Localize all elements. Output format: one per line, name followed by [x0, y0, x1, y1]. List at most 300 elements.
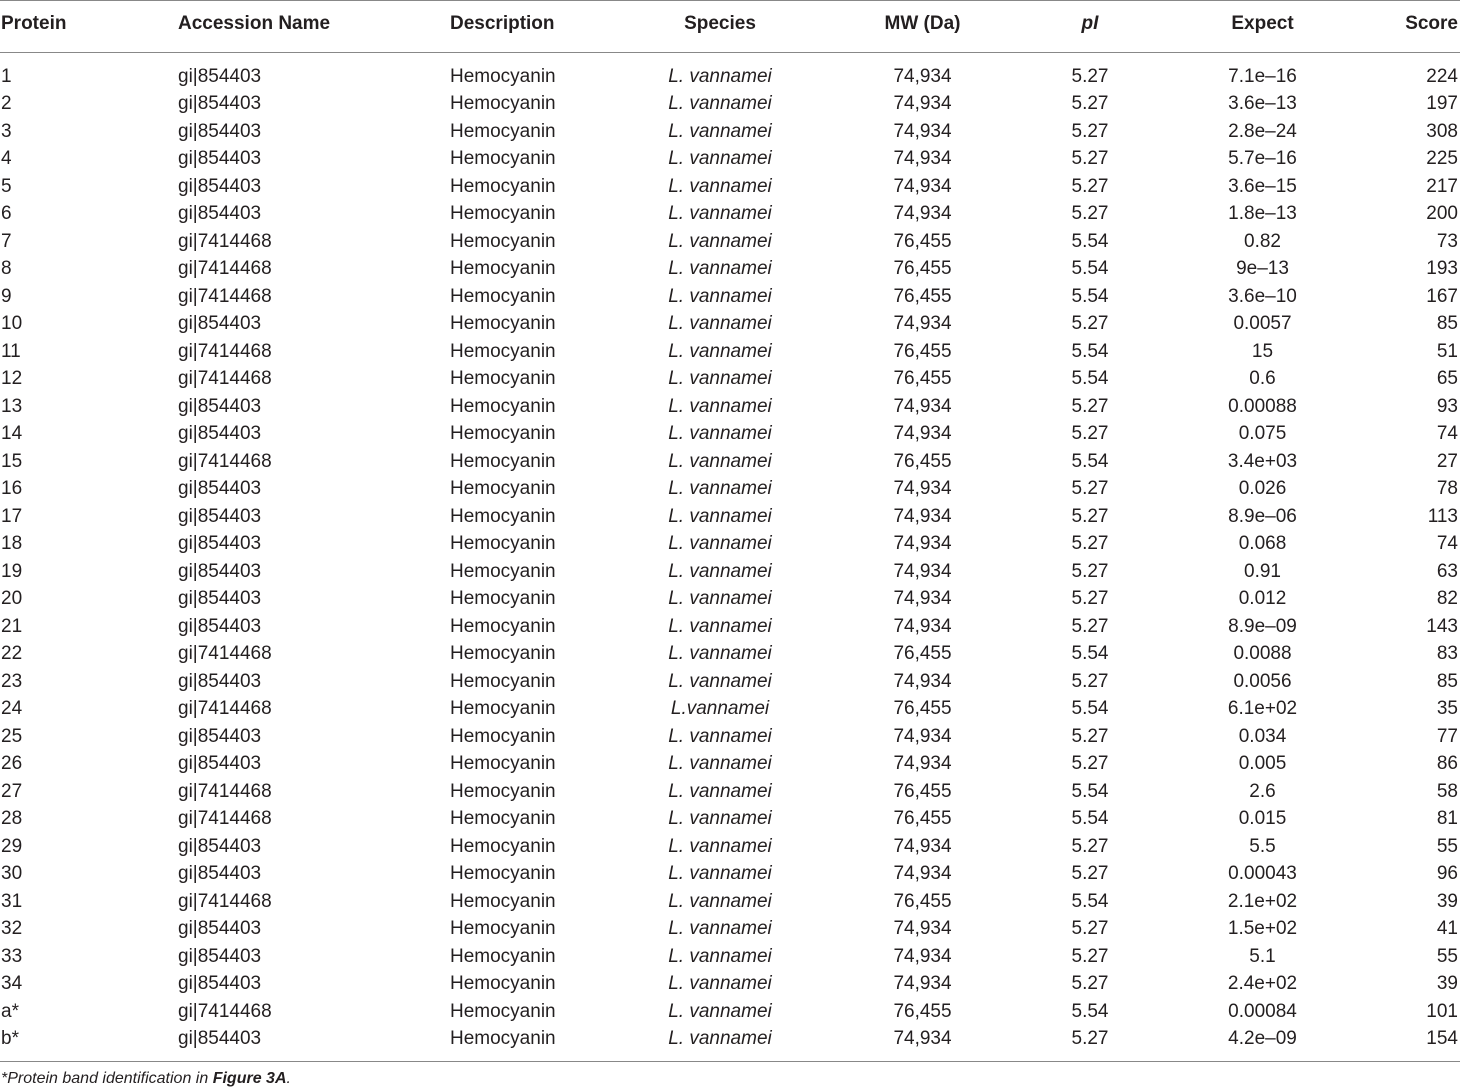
cell-protein: 17	[1, 505, 23, 527]
cell-expect: 2.8e–24	[1228, 120, 1297, 142]
cell-protein: 22	[1, 643, 23, 665]
cell-score: 41	[1436, 918, 1458, 940]
cell-species: L. vannamei	[668, 918, 772, 940]
cell-species: L. vannamei	[668, 835, 772, 857]
cell-pi: 5.54	[1071, 1000, 1109, 1022]
cell-mw: 74,934	[893, 505, 952, 527]
cell-species: L. vannamei	[668, 863, 772, 885]
cell-expect: 0.00088	[1228, 395, 1297, 417]
cell-pi: 5.54	[1071, 780, 1109, 802]
cell-score: 81	[1436, 808, 1458, 830]
cell-accession-name: gi|854403	[178, 203, 262, 225]
cell-accession-name: gi|7414468	[178, 230, 272, 252]
cell-protein: 34	[1, 973, 23, 995]
table-row	[0, 530, 1460, 558]
table-row	[0, 255, 1460, 283]
cell-expect: 3.6e–15	[1228, 175, 1297, 197]
cell-score: 83	[1436, 643, 1458, 665]
cell-mw: 76,455	[893, 1000, 952, 1022]
footnote-text: *Protein band identification in	[1, 1070, 213, 1087]
cell-protein: 29	[1, 835, 23, 857]
cell-mw: 74,934	[893, 395, 952, 417]
cell-score: 55	[1436, 835, 1458, 857]
cell-species: L. vannamei	[668, 588, 772, 610]
cell-accession-name: gi|854403	[178, 863, 262, 885]
cell-description: Hemocyanin	[450, 285, 556, 307]
cell-protein: 16	[1, 478, 23, 500]
cell-mw: 74,934	[893, 203, 952, 225]
cell-score: 86	[1436, 753, 1458, 775]
cell-description: Hemocyanin	[450, 808, 556, 830]
cell-mw: 76,455	[893, 808, 952, 830]
cell-description: Hemocyanin	[450, 533, 556, 555]
cell-pi: 5.27	[1071, 918, 1109, 940]
table-row	[0, 173, 1460, 201]
table-footnote	[1, 1070, 291, 1088]
cell-score: 217	[1426, 175, 1458, 197]
cell-pi: 5.27	[1071, 505, 1109, 527]
cell-mw: 76,455	[893, 258, 952, 280]
header-protein: Protein	[0, 1, 178, 53]
cell-accession-name: gi|854403	[178, 478, 262, 500]
cell-expect: 15	[1251, 340, 1274, 362]
cell-mw: 74,934	[893, 863, 952, 885]
cell-pi: 5.54	[1071, 368, 1109, 390]
cell-score: 154	[1370, 1025, 1460, 1062]
cell-protein: 21	[1, 615, 23, 637]
table-row	[0, 723, 1460, 751]
cell-expect: 3.6e–13	[1228, 93, 1297, 115]
cell-mw: 74,934	[820, 1025, 1025, 1062]
cell-description: Hemocyanin	[450, 93, 556, 115]
cell-description: Hemocyanin	[450, 120, 556, 142]
cell-description: Hemocyanin	[450, 148, 556, 170]
cell-score: 27	[1436, 450, 1458, 472]
cell-accession-name: gi|7414468	[178, 890, 272, 912]
cell-expect: 2.1e+02	[1227, 890, 1298, 912]
cell-score: 200	[1426, 203, 1458, 225]
cell-species: L. vannamei	[668, 780, 772, 802]
cell-expect: 0.026	[1238, 478, 1287, 500]
cell-mw: 74,934	[893, 478, 952, 500]
cell-accession-name: gi|7414468	[178, 340, 272, 362]
cell-protein: 24	[1, 698, 23, 720]
table-row	[0, 943, 1460, 971]
cell-species: L. vannamei	[668, 230, 772, 252]
cell-protein: 6	[1, 203, 12, 225]
cell-accession-name: gi|854403	[178, 313, 262, 335]
table-row	[0, 145, 1460, 173]
cell-description: Hemocyanin	[450, 670, 556, 692]
cell-protein: 32	[1, 918, 23, 940]
cell-mw: 74,934	[893, 725, 952, 747]
cell-species: L. vannamei	[668, 973, 772, 995]
cell-protein: 13	[1, 395, 23, 417]
cell-mw: 74,934	[893, 120, 952, 142]
cell-mw: 74,934	[893, 148, 952, 170]
cell-protein: 26	[1, 753, 23, 775]
cell-species: L. vannamei	[668, 753, 772, 775]
cell-expect: 0.00084	[1228, 1000, 1297, 1022]
cell-accession-name: gi|7414468	[178, 258, 272, 280]
cell-pi: 5.27	[1071, 120, 1109, 142]
table-row	[0, 393, 1460, 421]
cell-score: 143	[1426, 615, 1458, 637]
cell-score: 63	[1436, 560, 1458, 582]
cell-protein: 8	[1, 258, 12, 280]
cell-mw: 74,934	[893, 670, 952, 692]
cell-species: L. vannamei	[668, 93, 772, 115]
table-row	[0, 585, 1460, 613]
table-row	[0, 310, 1460, 338]
cell-species: L. vannamei	[668, 643, 772, 665]
cell-score: 197	[1426, 93, 1458, 115]
cell-accession-name: gi|854403	[178, 973, 262, 995]
cell-expect: 8.9e–09	[1228, 615, 1297, 637]
cell-accession-name: gi|7414468	[178, 450, 272, 472]
cell-species: L. vannamei	[668, 313, 772, 335]
cell-description: Hemocyanin	[450, 945, 556, 967]
cell-pi: 5.27	[1071, 175, 1109, 197]
table-row	[0, 283, 1460, 311]
cell-protein: 9	[1, 285, 12, 307]
cell-expect: 3.6e–10	[1228, 285, 1297, 307]
cell-species: L. vannamei	[668, 258, 772, 280]
table-header-row	[0, 1, 1460, 53]
cell-score: 85	[1436, 670, 1458, 692]
cell-mw: 76,455	[893, 340, 952, 362]
cell-species: L.vannamei	[670, 698, 770, 720]
cell-description: Hemocyanin	[450, 890, 556, 912]
cell-description: Hemocyanin	[450, 175, 556, 197]
cell-protein: 1	[1, 66, 12, 87]
cell-accession-name: gi|854403	[178, 175, 262, 197]
table-row	[0, 338, 1460, 366]
cell-accession-name: gi|854403	[178, 725, 262, 747]
cell-description: Hemocyanin	[450, 395, 556, 417]
cell-score: 193	[1426, 258, 1458, 280]
cell-protein: 28	[1, 808, 23, 830]
table-row	[0, 228, 1460, 256]
cell-description: Hemocyanin	[450, 725, 556, 747]
cell-description: Hemocyanin	[450, 230, 556, 252]
cell-expect: 8.9e–06	[1228, 505, 1297, 527]
table-row	[0, 888, 1460, 916]
cell-pi: 5.54	[1071, 340, 1109, 362]
cell-protein: 5	[1, 175, 12, 197]
cell-mw: 74,934	[893, 313, 952, 335]
cell-accession-name: gi|7414468	[178, 368, 272, 390]
cell-species: L. vannamei	[668, 945, 772, 967]
cell-protein: 33	[1, 945, 23, 967]
cell-accession-name: gi|854403	[178, 588, 262, 610]
cell-score: 85	[1436, 313, 1458, 335]
table-row	[0, 998, 1460, 1026]
cell-expect: 0.82	[1244, 230, 1281, 252]
footnote-end: .	[286, 1070, 291, 1087]
cell-pi: 5.54	[1071, 698, 1109, 720]
cell-score: 74	[1436, 423, 1458, 445]
cell-pi: 5.27	[1071, 423, 1109, 445]
cell-species: L. vannamei	[668, 148, 772, 170]
cell-protein: 18	[1, 533, 23, 555]
cell-mw: 74,934	[893, 973, 952, 995]
cell-description: Hemocyanin	[450, 863, 556, 885]
table-row	[0, 640, 1460, 668]
footnote-figure-ref: Figure 3A	[212, 1070, 287, 1087]
cell-expect: 0.00043	[1228, 863, 1297, 885]
table-row	[0, 860, 1460, 888]
header-expect: Expect	[1155, 1, 1370, 53]
cell-score: 224	[1426, 66, 1458, 87]
cell-pi: 5.27	[1071, 66, 1109, 87]
cell-score: 74	[1436, 533, 1458, 555]
cell-score: 65	[1436, 368, 1458, 390]
cell-mw: 74,934	[893, 560, 952, 582]
table-row	[0, 90, 1460, 118]
cell-pi: 5.27	[1025, 1025, 1155, 1062]
cell-accession-name: gi|7414468	[178, 780, 272, 802]
cell-expect: 2.4e+02	[1227, 973, 1298, 995]
cell-score: 225	[1426, 148, 1458, 170]
cell-protein: 15	[1, 450, 23, 472]
table-body	[0, 53, 1460, 1062]
cell-score: 101	[1426, 1000, 1458, 1022]
cell-accession-name: gi|854403	[178, 670, 262, 692]
cell-expect: 5.7e–16	[1228, 148, 1297, 170]
cell-expect: 0.6	[1249, 368, 1276, 390]
cell-description: Hemocyanin	[450, 505, 556, 527]
table-row	[0, 53, 1460, 91]
cell-description: Hemocyanin	[450, 560, 556, 582]
cell-expect: 9e–13	[1236, 258, 1289, 280]
cell-expect: 7.1e–16	[1228, 66, 1297, 87]
cell-score: 55	[1436, 945, 1458, 967]
cell-score: 308	[1426, 120, 1458, 142]
cell-species: L. vannamei	[668, 615, 772, 637]
cell-protein: 10	[1, 313, 23, 335]
header-accession-name: Accession Name	[178, 1, 450, 53]
cell-pi: 5.27	[1071, 835, 1109, 857]
cell-species: L. vannamei	[620, 1025, 820, 1062]
cell-score: 82	[1436, 588, 1458, 610]
cell-pi: 5.27	[1071, 395, 1109, 417]
cell-mw: 74,934	[893, 753, 952, 775]
cell-pi: 5.27	[1071, 203, 1109, 225]
cell-species: L. vannamei	[668, 340, 772, 362]
cell-protein: b*	[0, 1025, 178, 1062]
cell-score: 77	[1436, 725, 1458, 747]
cell-species: L. vannamei	[668, 175, 772, 197]
cell-species: L. vannamei	[668, 670, 772, 692]
cell-species: L. vannamei	[668, 203, 772, 225]
cell-pi: 5.27	[1071, 725, 1109, 747]
cell-pi: 5.54	[1071, 808, 1109, 830]
cell-score: 39	[1436, 890, 1458, 912]
cell-mw: 74,934	[893, 835, 952, 857]
cell-protein: 11	[1, 340, 21, 362]
cell-score: 96	[1436, 863, 1458, 885]
cell-pi: 5.27	[1071, 478, 1109, 500]
cell-pi: 5.27	[1071, 863, 1109, 885]
cell-description: Hemocyanin	[450, 643, 556, 665]
cell-pi: 5.27	[1071, 560, 1109, 582]
cell-description: Hemocyanin	[450, 835, 556, 857]
cell-description: Hemocyanin	[450, 698, 556, 720]
cell-accession-name: gi|854403	[178, 753, 262, 775]
table-row	[0, 118, 1460, 146]
cell-expect: 0.068	[1238, 533, 1287, 555]
cell-protein: 23	[1, 670, 23, 692]
table-row	[0, 750, 1460, 778]
cell-description: Hemocyanin	[450, 313, 556, 335]
table-row	[0, 448, 1460, 476]
cell-description: Hemocyanin	[450, 753, 556, 775]
cell-expect: 5.5	[1249, 835, 1276, 857]
cell-mw: 76,455	[893, 643, 952, 665]
cell-protein: 7	[1, 230, 12, 252]
cell-description: Hemocyanin	[450, 780, 556, 802]
cell-expect: 0.075	[1238, 423, 1287, 445]
cell-score: 35	[1436, 698, 1458, 720]
cell-pi: 5.27	[1071, 93, 1109, 115]
cell-mw: 76,455	[893, 285, 952, 307]
cell-accession-name: gi|854403	[178, 423, 262, 445]
cell-protein: 3	[1, 120, 12, 142]
cell-accession-name: gi|854403	[178, 918, 262, 940]
table-row	[0, 805, 1460, 833]
cell-accession-name: gi|854403	[178, 66, 262, 87]
cell-species: L. vannamei	[668, 120, 772, 142]
cell-pi: 5.27	[1071, 533, 1109, 555]
cell-accession-name: gi|854403	[178, 945, 262, 967]
cell-species: L. vannamei	[668, 478, 772, 500]
cell-description: Hemocyanin	[450, 258, 556, 280]
cell-pi: 5.54	[1071, 230, 1109, 252]
cell-protein: a*	[1, 1000, 19, 1022]
cell-mw: 74,934	[893, 945, 952, 967]
cell-expect: 0.0088	[1233, 643, 1292, 665]
cell-description: Hemocyanin	[450, 66, 556, 87]
table-row	[0, 200, 1460, 228]
cell-mw: 76,455	[893, 230, 952, 252]
cell-mw: 74,934	[893, 175, 952, 197]
cell-species: L. vannamei	[668, 725, 772, 747]
cell-score: 39	[1436, 973, 1458, 995]
cell-species: L. vannamei	[668, 285, 772, 307]
table-row	[0, 365, 1460, 393]
cell-accession-name: gi|7414468	[178, 698, 272, 720]
cell-expect: 6.1e+02	[1227, 698, 1298, 720]
table-row	[0, 668, 1460, 696]
cell-accession-name: gi|854403	[178, 1025, 450, 1062]
cell-expect: 0.015	[1238, 808, 1287, 830]
cell-description: Hemocyanin	[450, 615, 556, 637]
cell-mw: 74,934	[893, 615, 952, 637]
cell-mw: 74,934	[893, 66, 952, 87]
cell-pi: 5.27	[1071, 670, 1109, 692]
cell-pi: 5.54	[1071, 258, 1109, 280]
table-row	[0, 833, 1460, 861]
cell-species: L. vannamei	[668, 890, 772, 912]
table-row	[0, 778, 1460, 806]
cell-accession-name: gi|7414468	[178, 1000, 272, 1022]
cell-protein: 4	[1, 148, 12, 170]
cell-species: L. vannamei	[668, 450, 772, 472]
cell-mw: 76,455	[893, 368, 952, 390]
cell-score: 58	[1436, 780, 1458, 802]
cell-mw: 74,934	[893, 93, 952, 115]
cell-expect: 0.012	[1238, 588, 1287, 610]
table-row	[0, 503, 1460, 531]
header-score: Score	[1370, 1, 1460, 53]
cell-pi: 5.54	[1071, 450, 1109, 472]
cell-mw: 76,455	[893, 698, 952, 720]
cell-accession-name: gi|854403	[178, 835, 262, 857]
table-row	[0, 915, 1460, 943]
cell-accession-name: gi|7414468	[178, 643, 272, 665]
cell-species: L. vannamei	[668, 1000, 772, 1022]
cell-score: 93	[1436, 395, 1458, 417]
cell-pi: 5.27	[1071, 148, 1109, 170]
cell-pi: 5.54	[1071, 285, 1109, 307]
cell-protein: 25	[1, 725, 23, 747]
table-row	[0, 613, 1460, 641]
cell-score: 73	[1436, 230, 1458, 252]
cell-mw: 74,934	[893, 423, 952, 445]
cell-mw: 76,455	[893, 890, 952, 912]
cell-protein: 31	[1, 890, 23, 912]
cell-species: L. vannamei	[668, 368, 772, 390]
cell-description: Hemocyanin	[450, 450, 556, 472]
cell-description: Hemocyanin	[450, 368, 556, 390]
cell-mw: 74,934	[893, 533, 952, 555]
cell-expect: 0.005	[1238, 753, 1287, 775]
cell-description: Hemocyanin	[450, 423, 556, 445]
cell-species: L. vannamei	[668, 533, 772, 555]
cell-expect: 1.8e–13	[1228, 203, 1297, 225]
cell-pi: 5.27	[1071, 313, 1109, 335]
header-pi: pI	[1025, 1, 1155, 53]
cell-accession-name: gi|854403	[178, 505, 262, 527]
cell-protein: 12	[1, 368, 23, 390]
cell-score: 113	[1427, 505, 1458, 527]
cell-protein: 14	[1, 423, 23, 445]
cell-pi: 5.27	[1071, 753, 1109, 775]
table-row	[0, 420, 1460, 448]
cell-score: 51	[1436, 340, 1458, 362]
cell-description: Hemocyanin	[450, 973, 556, 995]
cell-accession-name: gi|854403	[178, 615, 262, 637]
cell-pi: 5.27	[1071, 945, 1109, 967]
cell-mw: 76,455	[893, 450, 952, 472]
cell-pi: 5.54	[1071, 890, 1109, 912]
header-description: Description	[450, 1, 620, 53]
cell-accession-name: gi|854403	[178, 560, 262, 582]
cell-description: Hemocyanin	[450, 1000, 556, 1022]
cell-mw: 74,934	[893, 918, 952, 940]
header-mw: MW (Da)	[820, 1, 1025, 53]
cell-accession-name: gi|854403	[178, 120, 262, 142]
cell-mw: 74,934	[893, 588, 952, 610]
cell-species: L. vannamei	[668, 66, 772, 87]
cell-species: L. vannamei	[668, 505, 772, 527]
cell-expect: 0.91	[1244, 560, 1281, 582]
cell-species: L. vannamei	[668, 423, 772, 445]
cell-protein: 27	[1, 780, 23, 802]
cell-description: Hemocyanin	[450, 340, 556, 362]
cell-species: L. vannamei	[668, 808, 772, 830]
